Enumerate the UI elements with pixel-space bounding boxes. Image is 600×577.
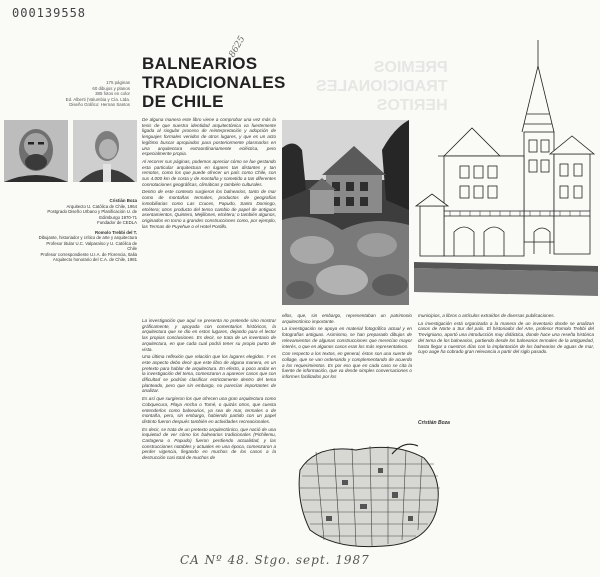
building-elevation-drawing bbox=[414, 36, 598, 312]
archive-code: 000139558 bbox=[12, 6, 87, 20]
title-line: DE CHILE bbox=[142, 92, 224, 111]
title-line: TRADICIONALES bbox=[142, 73, 286, 92]
text-column-1: De alguna manera este libro viene a comprobar una vez más la tesis de que nuestra identidad arquitectónica va fuertemente ligada al singular proceso de reinterpretación y adopción de lenguajes formales venidos de otros lugares, y que es un acto legítimo buscar apropiados para posteriormente plasmarlos en una arquitectura extraordinariamente ecléctica, pero especialmente propia. Al recorrer sus páginas, podemos apreciar cómo se fue gestando esta particular arquitectura en lugares tan distantes y tan remotos, como los que puede ofrecer un país como Chile, con sus 4.000 km de costa y de montaña y sometido a tan diferentes connotaciones geográficas, climáticas y también culturales. Dentro de este contexto surgieron los balnearios, tanto de mar como de montañas termales, productos de geografías inmobiliarias como Las Cruces, Papudo, Santo Domingo, etcétera; otros producto del tenso cambio de papel de antiguos asentamientos, Quintero, Mejillones, etcétera; o también algunos, originados en torno a grandes construcciones como, por ejemplo, las Termas de Puyehue o el Hotel Portillo. bbox=[142, 117, 276, 229]
author-portrait-boza bbox=[4, 120, 68, 182]
signature-author: Cristián Boza bbox=[418, 420, 450, 426]
title-line: BALNEARIOS bbox=[142, 54, 258, 73]
hotel-photo bbox=[282, 120, 409, 305]
text-column-3: ellos, que, sin embargo, representaban un patrimonio arquitectónico importante. La investigación se apoya en material fotográfico actual y en fotografías antiguas. Asimismo, se han preparado dibujos de relevamientos de algunas construcciones que merecían mayor interés, o que en algunos casos eran los más representativos. Con respecto a los textos, en general, éstos son una suerte de collage, que se van ordenando y complementando de acuerdo a los requerimientos. Es por eso que en cada caso se cita la fuente de información, que va desde simples conversaciones o informes facilitados por los bbox=[282, 313, 412, 380]
page-mark: 8625 bbox=[227, 34, 248, 60]
text-column-4: municipios, a libros o artículos extraídos de diversas publicaciones. La investigación está organizada a la manera de un inventario donde se analizan casos de Norte a Sur del país. El historiador del Arte, profesor Romolo Trebbi del Trevigniano, aportó una introducción muy didáctica, donde hace una reseña histórica del tema de los balnearios, partiendo desde los balnearios termales de la antigüedad, hasta llegar a nuestros días con la implantación de los balnearios de aguas de mar, cuyo auge ha cobrado gran relevancia a partir del siglo pasado. bbox=[418, 313, 594, 355]
site-map bbox=[296, 440, 446, 550]
text-column-2: La investigación que aquí se presenta no pretende sino mostrar gráficamente, y apoyada con comentarios históricos, la arquitectura que se dio en estos lugares, dejando para el lector las propias conclusiones. Es decir, se trata de un inventario de arquitectura, en que cada cual podrá tener su propio punto de vista. Una última reflexión que relación que los lugares elegidos. Y es este aspecto debo decir que este libro de alguna manera, es un pretexto para hablar de arquitectura. En efecto, a poco andar en la investigación del tema, comenzaron a aparecer casos que con dificultad se podrían clasificar estrictamente dentro del tema planteado, pero que sin embargo, no parecían importantes de analizar. Es así que surgieron los que ofrecen una gran arquitectura como Cobquecura, Playa Ancha o Tomé, o quizás otros, que cuesta entenderlos como balnearios, ya sea de mar, termales o de montaña, pero, sin embargo, habiendo partido con un papel distinto fueron después también en actividades recreacionales. Es decir, se trata de un pretexto arquitectónico, que nació de una inquietud de ver cómo los balnearios tradicionales (Pichilemu, Cartagena o Papudo) fueron perdiendo actualidad, y las construcciones notables y actuales en una época, comenzaron a perder vigencia, llegando en muchos de los casos a la destrucción casi total de muchos de bbox=[142, 318, 276, 461]
author-captions: Cristián Boza Arquitecto U. Católica de Chile, 1964 Postgrado Diseño Urbano y Planificación U. de Edimburgo 1970-71 Fundador de CEDLA Romolo Trebbi del T. Dibujante, historiador y crítico de arte y arquitectura Profesor titular U.C. Valparaíso y U. Católica de Chile Profesor correspondiente U.I.A. de Florencia, Italia Arquitecto honorario del C.A. de Chile, 1981 bbox=[38, 198, 137, 262]
bleed-through-text: PREMIOS TRADICIONALES HERITOS bbox=[316, 59, 448, 114]
book-specs: 175 páginas 60 dibujos y planos 385 fotos en color Ed. Alberti (Valumbia y Cía. Ltda. Diseño Gráfico: Hernan Santos bbox=[65, 80, 130, 108]
book-title bbox=[142, 54, 286, 111]
author-portrait-trebbi bbox=[73, 120, 137, 182]
handwritten-citation: CA Nº 48. Stgo. sept. 1987 bbox=[180, 553, 370, 567]
